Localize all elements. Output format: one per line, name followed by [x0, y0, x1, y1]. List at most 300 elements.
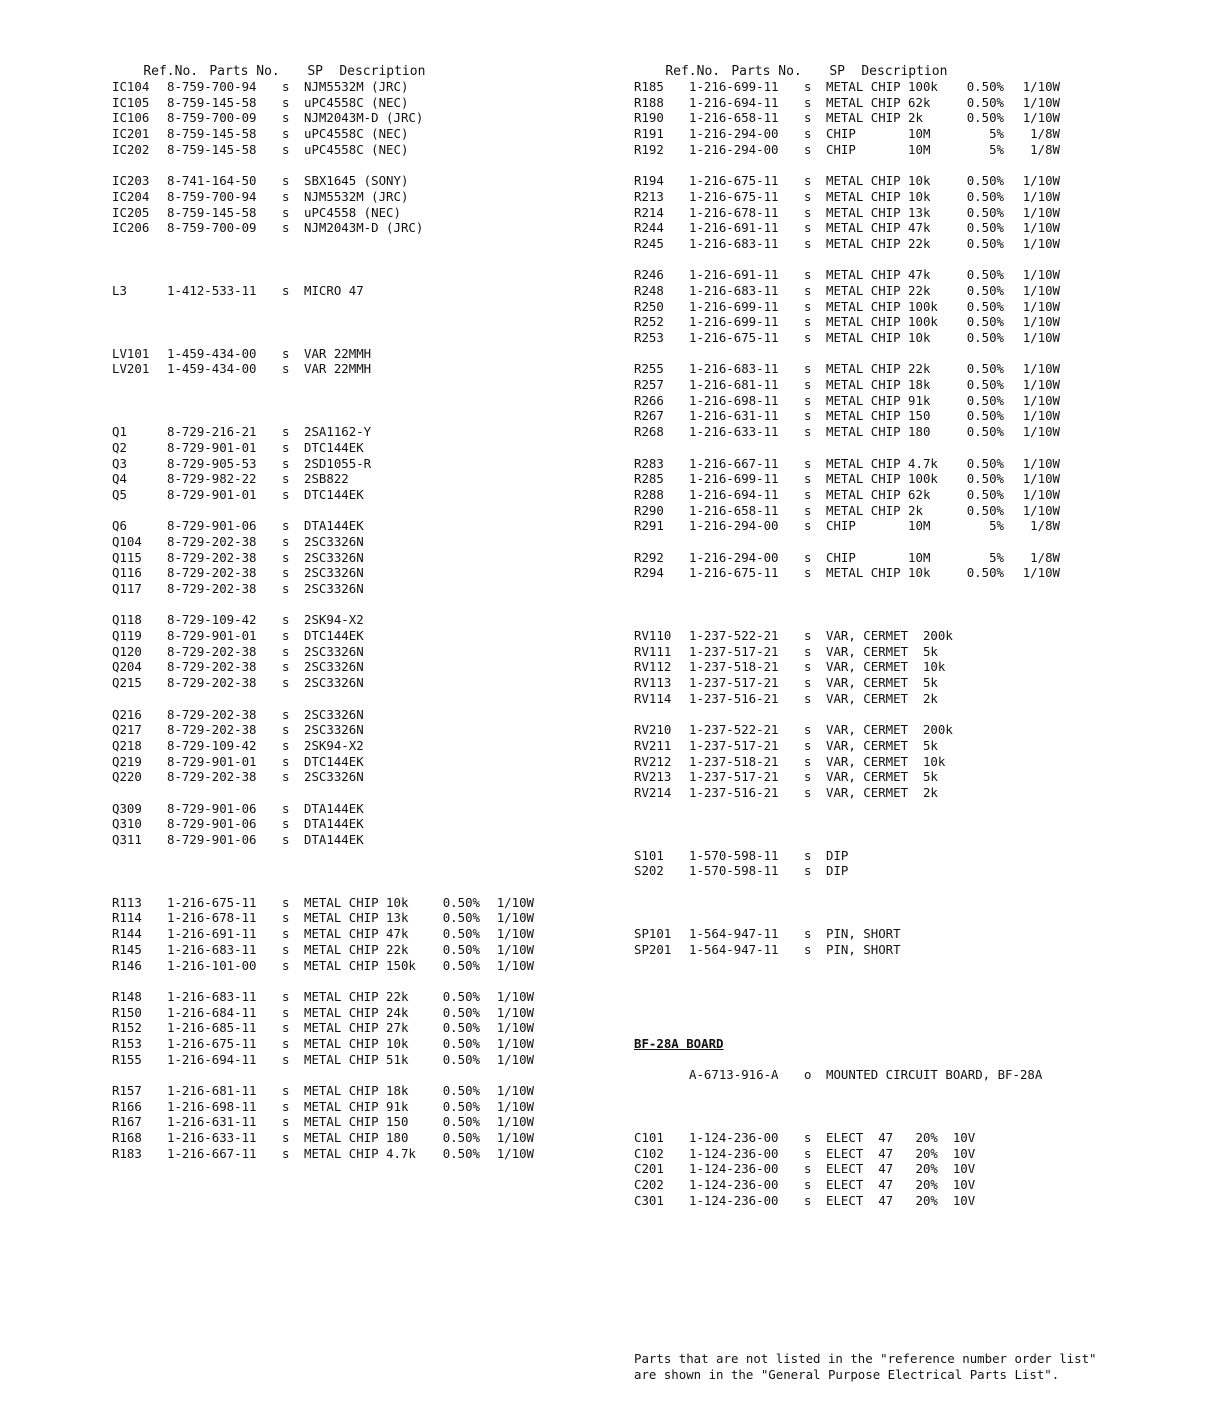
- parts-row: [112, 581, 592, 597]
- parts-row: [112, 95, 592, 111]
- row-gap: [634, 1083, 1104, 1099]
- part-no: 8-729-109-42: [167, 612, 257, 628]
- parts-row: [634, 863, 1104, 879]
- part-no: 8-759-145-58: [167, 126, 257, 142]
- part-no: 1-216-294-00: [689, 549, 779, 565]
- description: uPC4558C (NEC): [304, 141, 409, 157]
- description: PIN, SHORT: [826, 926, 901, 942]
- part-no: 1-216-675-11: [689, 173, 779, 189]
- ref-no: IC205: [112, 204, 150, 220]
- parts-row: [112, 424, 592, 440]
- tolerance: 0.50%: [966, 298, 1004, 314]
- wattage: 1/10W: [1022, 188, 1060, 204]
- header-sp: SP: [307, 64, 323, 79]
- sp-code: s: [804, 643, 812, 659]
- ref-no: Q309: [112, 800, 142, 816]
- parts-row: [112, 550, 592, 566]
- sp-code: s: [804, 926, 812, 942]
- part-no: 8-729-901-06: [167, 800, 257, 816]
- part-no: 8-729-905-53: [167, 455, 257, 471]
- wattage: 1/8W: [1030, 549, 1060, 565]
- ref-no: C301: [634, 1192, 664, 1208]
- ref-no: R285: [634, 471, 664, 487]
- ref-no: RV111: [634, 643, 672, 659]
- ref-no: Q6: [112, 518, 127, 534]
- row-gap: [634, 707, 1104, 723]
- parts-row: [112, 283, 592, 299]
- wattage: 1/10W: [496, 1035, 534, 1051]
- description: METAL CHIP 22k: [304, 988, 409, 1004]
- ref-no: RV210: [634, 722, 672, 738]
- part-no: 1-237-522-21: [689, 722, 779, 738]
- ref-no: R148: [112, 988, 142, 1004]
- ref-no: R185: [634, 79, 664, 94]
- part-no: 1-216-691-11: [689, 220, 779, 236]
- row-gap: [112, 299, 592, 315]
- row-gap: [634, 816, 1104, 832]
- ref-no: S101: [634, 847, 664, 863]
- part-no: 8-759-145-58: [167, 94, 257, 110]
- parts-row: [112, 801, 592, 817]
- part-no: 1-564-947-11: [689, 926, 779, 942]
- sp-code: s: [282, 706, 290, 722]
- parts-row: [112, 220, 592, 236]
- part-no: 1-216-694-11: [167, 1051, 257, 1067]
- description: METAL CHIP 4.7k: [304, 1145, 416, 1161]
- ref-no: SP101: [634, 926, 672, 942]
- sp-code: s: [282, 816, 290, 832]
- part-no: 1-216-681-11: [167, 1083, 257, 1098]
- right-parts-list: [634, 79, 1104, 1209]
- ref-no: R191: [634, 126, 664, 142]
- part-no: 8-759-145-58: [167, 204, 257, 220]
- description: VAR, CERMET 10k: [826, 659, 946, 675]
- tolerance: 0.50%: [966, 424, 1004, 440]
- part-no: 1-216-683-11: [689, 361, 779, 377]
- row-gap: [634, 252, 1104, 268]
- parts-row: [634, 424, 1104, 440]
- description: METAL CHIP 2k: [826, 502, 923, 518]
- sp-code: s: [282, 1083, 290, 1098]
- ref-no: R252: [634, 314, 664, 330]
- sp-code: s: [282, 518, 290, 534]
- parts-row: [634, 377, 1104, 393]
- description: DTA144EK: [304, 832, 364, 847]
- part-no: 1-216-685-11: [167, 1020, 257, 1036]
- row-gap: [634, 1114, 1104, 1130]
- tolerance: 0.50%: [442, 941, 480, 957]
- parts-row: [634, 1193, 1104, 1209]
- ref-no: R188: [634, 94, 664, 110]
- sp-code: s: [282, 894, 290, 910]
- description: VAR, CERMET 2k: [826, 690, 938, 706]
- ref-no: R268: [634, 424, 664, 440]
- part-no: 1-216-698-11: [167, 1098, 257, 1114]
- description: METAL CHIP 51k: [304, 1051, 409, 1067]
- description: 2SC3326N: [304, 643, 364, 659]
- tolerance: 0.50%: [442, 1114, 480, 1130]
- right-header: [634, 48, 1104, 79]
- wattage: 1/10W: [1022, 502, 1060, 518]
- row-gap: [112, 597, 592, 613]
- row-gap: [112, 393, 592, 409]
- tolerance: 0.50%: [442, 1130, 480, 1146]
- parts-row: [634, 95, 1104, 111]
- description: METAL CHIP 180: [826, 424, 931, 440]
- sp-code: s: [804, 628, 812, 644]
- description: VAR, CERMET 200k: [826, 628, 953, 644]
- parts-row: [634, 738, 1104, 754]
- ref-no: Q220: [112, 769, 142, 785]
- ref-no: R144: [112, 926, 142, 942]
- ref-no: R145: [112, 941, 142, 957]
- description: VAR, CERMET 10k: [826, 753, 946, 769]
- parts-row: [634, 848, 1104, 864]
- parts-row: [634, 691, 1104, 707]
- ref-no: IC104: [112, 79, 150, 94]
- sp-code: s: [804, 424, 812, 440]
- row-gap: [112, 236, 592, 252]
- ref-no: RV212: [634, 753, 672, 769]
- description: VAR, CERMET 5k: [826, 769, 938, 785]
- ref-no: Q5: [112, 486, 127, 502]
- parts-row: [634, 926, 1104, 942]
- description: METAL CHIP 100k: [826, 314, 938, 330]
- sp-code: s: [804, 1192, 812, 1208]
- sp-code: s: [282, 94, 290, 110]
- part-no: 1-124-236-00: [689, 1130, 779, 1146]
- parts-row: [634, 1067, 1104, 1083]
- parts-row: [112, 769, 592, 785]
- ref-no: Q116: [112, 565, 142, 581]
- tolerance: 0.50%: [966, 204, 1004, 220]
- ref-no: RV114: [634, 690, 672, 706]
- parts-row: [634, 550, 1104, 566]
- description: 2SC3326N: [304, 549, 364, 565]
- parts-row: [634, 189, 1104, 205]
- description: ELECT 47 20% 10V: [826, 1130, 976, 1146]
- ref-no: RV113: [634, 675, 672, 691]
- sp-code: s: [804, 471, 812, 487]
- description: 2SA1162-Y: [304, 424, 372, 440]
- parts-row: [112, 361, 592, 377]
- part-no: 1-124-236-00: [689, 1192, 779, 1208]
- parts-row: [112, 1114, 592, 1130]
- description: METAL CHIP 62k: [826, 486, 931, 502]
- parts-row: [112, 126, 592, 142]
- part-no: 8-729-202-38: [167, 581, 257, 596]
- sp-code: s: [282, 753, 290, 769]
- sp-code: s: [282, 204, 290, 220]
- row-gap: [112, 252, 592, 268]
- part-no: 1-237-517-21: [689, 769, 779, 785]
- parts-row: [634, 299, 1104, 315]
- wattage: 1/10W: [1022, 298, 1060, 314]
- part-no: 1-216-658-11: [689, 110, 779, 126]
- tolerance: 0.50%: [966, 502, 1004, 518]
- description: 2SC3326N: [304, 533, 364, 549]
- sp-code: s: [282, 612, 290, 628]
- part-no: 1-216-667-11: [167, 1145, 257, 1161]
- tolerance: 0.50%: [966, 267, 1004, 283]
- row-gap: [112, 408, 592, 424]
- wattage: 1/10W: [1022, 565, 1060, 581]
- row-gap: [634, 440, 1104, 456]
- tolerance: 0.50%: [442, 1004, 480, 1020]
- parts-row: [112, 1099, 592, 1115]
- tolerance: 0.50%: [442, 894, 480, 910]
- sp-code: s: [804, 188, 812, 204]
- ref-no: C101: [634, 1130, 664, 1146]
- part-no: 8-729-202-38: [167, 722, 257, 738]
- parts-row: [634, 142, 1104, 158]
- part-no: 1-216-675-11: [167, 1035, 257, 1051]
- wattage: 1/10W: [496, 1083, 534, 1098]
- sp-code: s: [282, 126, 290, 142]
- description: METAL CHIP 10k: [304, 1035, 409, 1051]
- sp-code: s: [282, 188, 290, 204]
- sp-code: s: [282, 361, 290, 377]
- parts-row: [112, 110, 592, 126]
- wattage: 1/8W: [1030, 141, 1060, 157]
- row-gap: [112, 267, 592, 283]
- header-ref: Ref.No.: [665, 64, 721, 79]
- sp-code: s: [804, 659, 812, 675]
- part-no: 1-216-294-00: [689, 141, 779, 157]
- description: METAL CHIP 13k: [304, 910, 409, 926]
- parts-row: [634, 1161, 1104, 1177]
- parts-row: [634, 722, 1104, 738]
- parts-row: [634, 267, 1104, 283]
- sp-code: s: [282, 910, 290, 926]
- tolerance: 0.50%: [966, 330, 1004, 345]
- part-no: 8-729-901-01: [167, 439, 257, 455]
- parts-row: [634, 1146, 1104, 1162]
- part-no: 8-729-982-22: [167, 471, 257, 487]
- wattage: 1/10W: [1022, 408, 1060, 424]
- tolerance: 0.50%: [966, 188, 1004, 204]
- description: ELECT 47 20% 10V: [826, 1192, 976, 1208]
- part-no: 8-729-901-01: [167, 628, 257, 644]
- parts-row: [112, 205, 592, 221]
- parts-row: [634, 283, 1104, 299]
- parts-row: [634, 361, 1104, 377]
- ref-no: Q215: [112, 675, 142, 691]
- ref-no: C202: [634, 1177, 664, 1193]
- description: VAR 22MMH: [304, 345, 372, 361]
- parts-row: [634, 754, 1104, 770]
- wattage: 1/10W: [1022, 173, 1060, 189]
- parts-row: [112, 942, 592, 958]
- parts-row: [634, 942, 1104, 958]
- ref-no: Q1: [112, 424, 127, 440]
- sp-code: s: [804, 141, 812, 157]
- row-gap: [112, 503, 592, 519]
- sp-code: s: [282, 957, 290, 973]
- parts-row: [112, 1020, 592, 1036]
- wattage: 1/10W: [1022, 424, 1060, 440]
- sp-code: s: [804, 565, 812, 581]
- description: METAL CHIP 100k: [826, 298, 938, 314]
- tolerance: 0.50%: [442, 1145, 480, 1161]
- ref-no: Q4: [112, 471, 127, 487]
- parts-row: [634, 769, 1104, 785]
- row-gap: [112, 377, 592, 393]
- row-gap: [634, 597, 1104, 613]
- ref-no: R266: [634, 392, 664, 408]
- part-no: 8-729-901-01: [167, 753, 257, 769]
- parts-row: [112, 1083, 592, 1099]
- description: METAL CHIP 10k: [826, 188, 931, 204]
- wattage: 1/10W: [1022, 220, 1060, 236]
- parts-row: [112, 958, 592, 974]
- ref-no: R183: [112, 1145, 142, 1161]
- tolerance: 0.50%: [442, 1098, 480, 1114]
- ref-no: IC106: [112, 110, 150, 126]
- description: CHIP 10M: [826, 549, 931, 565]
- ref-no: Q218: [112, 737, 142, 753]
- ref-no: R248: [634, 282, 664, 298]
- part-no: 1-237-522-21: [689, 628, 779, 644]
- description: SBX1645 (SONY): [304, 173, 409, 189]
- part-no: 8-729-202-38: [167, 659, 257, 675]
- description: DTC144EK: [304, 486, 364, 502]
- description: DTC144EK: [304, 753, 364, 769]
- sp-code: s: [804, 722, 812, 738]
- part-no: 8-759-700-09: [167, 220, 257, 236]
- row-gap: [634, 157, 1104, 173]
- description: DTA144EK: [304, 800, 364, 816]
- sp-code: o: [804, 1067, 812, 1083]
- ref-no: R255: [634, 361, 664, 377]
- description: uPC4558 (NEC): [304, 204, 401, 220]
- description: 2SB822: [304, 471, 349, 487]
- description: 2SC3326N: [304, 722, 364, 738]
- wattage: 1/10W: [1022, 377, 1060, 393]
- part-no: 1-216-683-11: [167, 941, 257, 957]
- tolerance: 0.50%: [966, 282, 1004, 298]
- sp-code: s: [282, 173, 290, 189]
- sp-code: s: [804, 235, 812, 251]
- row-gap: [634, 1052, 1104, 1068]
- part-no: 1-570-598-11: [689, 847, 779, 863]
- parts-row: [112, 534, 592, 550]
- wattage: 1/10W: [496, 894, 534, 910]
- part-no: 1-237-516-21: [689, 690, 779, 706]
- parts-row: [112, 910, 592, 926]
- ref-no: R192: [634, 141, 664, 157]
- wattage: 1/10W: [496, 1130, 534, 1146]
- part-no: 1-216-675-11: [167, 894, 257, 910]
- ref-no: R150: [112, 1004, 142, 1020]
- wattage: 1/10W: [1022, 235, 1060, 251]
- part-no: 1-216-683-11: [167, 988, 257, 1004]
- row-gap: [634, 1005, 1104, 1021]
- row-gap: [112, 691, 592, 707]
- ref-no: Q219: [112, 753, 142, 769]
- description: METAL CHIP 22k: [304, 941, 409, 957]
- part-no: 1-216-684-11: [167, 1004, 257, 1020]
- ref-no: R283: [634, 455, 664, 471]
- row-gap: [634, 895, 1104, 911]
- ref-no: Q310: [112, 816, 142, 832]
- row-gap: [112, 785, 592, 801]
- row-gap: [634, 534, 1104, 550]
- ref-no: S202: [634, 863, 664, 879]
- sp-code: s: [804, 737, 812, 753]
- description: METAL CHIP 47k: [304, 926, 409, 942]
- description: CHIP 10M: [826, 141, 931, 157]
- description: METAL CHIP 150: [304, 1114, 409, 1130]
- ref-no: Q3: [112, 455, 127, 471]
- description: NJM2043M-D (JRC): [304, 220, 424, 236]
- description: METAL CHIP 2k: [826, 110, 923, 126]
- part-no: 1-216-678-11: [689, 204, 779, 220]
- row-gap: [634, 1099, 1104, 1115]
- sp-code: s: [804, 1161, 812, 1177]
- ref-no: Q118: [112, 612, 142, 628]
- wattage: 1/10W: [496, 1114, 534, 1130]
- parts-row: [112, 754, 592, 770]
- ref-no: R190: [634, 110, 664, 126]
- ref-no: R267: [634, 408, 664, 424]
- part-no: 8-729-202-38: [167, 549, 257, 565]
- sp-code: s: [282, 941, 290, 957]
- wattage: 1/10W: [1022, 392, 1060, 408]
- ref-no: R290: [634, 502, 664, 518]
- header-part: Parts No.: [209, 64, 280, 79]
- sp-code: s: [804, 204, 812, 220]
- row-gap: [634, 973, 1104, 989]
- parts-row: [634, 456, 1104, 472]
- sp-code: s: [804, 784, 812, 800]
- description: CHIP 10M: [826, 518, 931, 534]
- header-ref: Ref.No.: [143, 64, 199, 79]
- parts-row: [112, 644, 592, 660]
- description: DTA144EK: [304, 816, 364, 832]
- parts-row: [112, 722, 592, 738]
- wattage: 1/10W: [496, 1020, 534, 1036]
- wattage: 1/10W: [496, 926, 534, 942]
- parts-row: [112, 346, 592, 362]
- description: CHIP 10M: [826, 126, 931, 142]
- left-header: [112, 48, 592, 79]
- ref-no: R246: [634, 267, 664, 283]
- wattage: 1/10W: [1022, 204, 1060, 220]
- sp-code: s: [282, 659, 290, 675]
- ref-no: L3: [112, 282, 127, 298]
- ref-no: Q104: [112, 533, 142, 549]
- wattage: 1/10W: [1022, 282, 1060, 298]
- parts-row: [634, 205, 1104, 221]
- part-no: 1-570-598-11: [689, 863, 779, 879]
- part-no: 1-216-675-11: [689, 330, 779, 345]
- sp-code: s: [804, 1130, 812, 1146]
- wattage: 1/10W: [496, 910, 534, 926]
- description: VAR, CERMET 2k: [826, 784, 938, 800]
- description: METAL CHIP 10k: [826, 565, 931, 581]
- description: METAL CHIP 180: [304, 1130, 409, 1146]
- part-no: 1-237-518-21: [689, 753, 779, 769]
- part-no: 8-729-202-38: [167, 643, 257, 659]
- sp-code: s: [804, 298, 812, 314]
- ref-no: R288: [634, 486, 664, 502]
- sp-code: s: [804, 1145, 812, 1161]
- part-no: 1-237-518-21: [689, 659, 779, 675]
- part-no: 1-216-667-11: [689, 455, 779, 471]
- part-no: 1-216-294-00: [689, 518, 779, 534]
- wattage: 1/10W: [1022, 455, 1060, 471]
